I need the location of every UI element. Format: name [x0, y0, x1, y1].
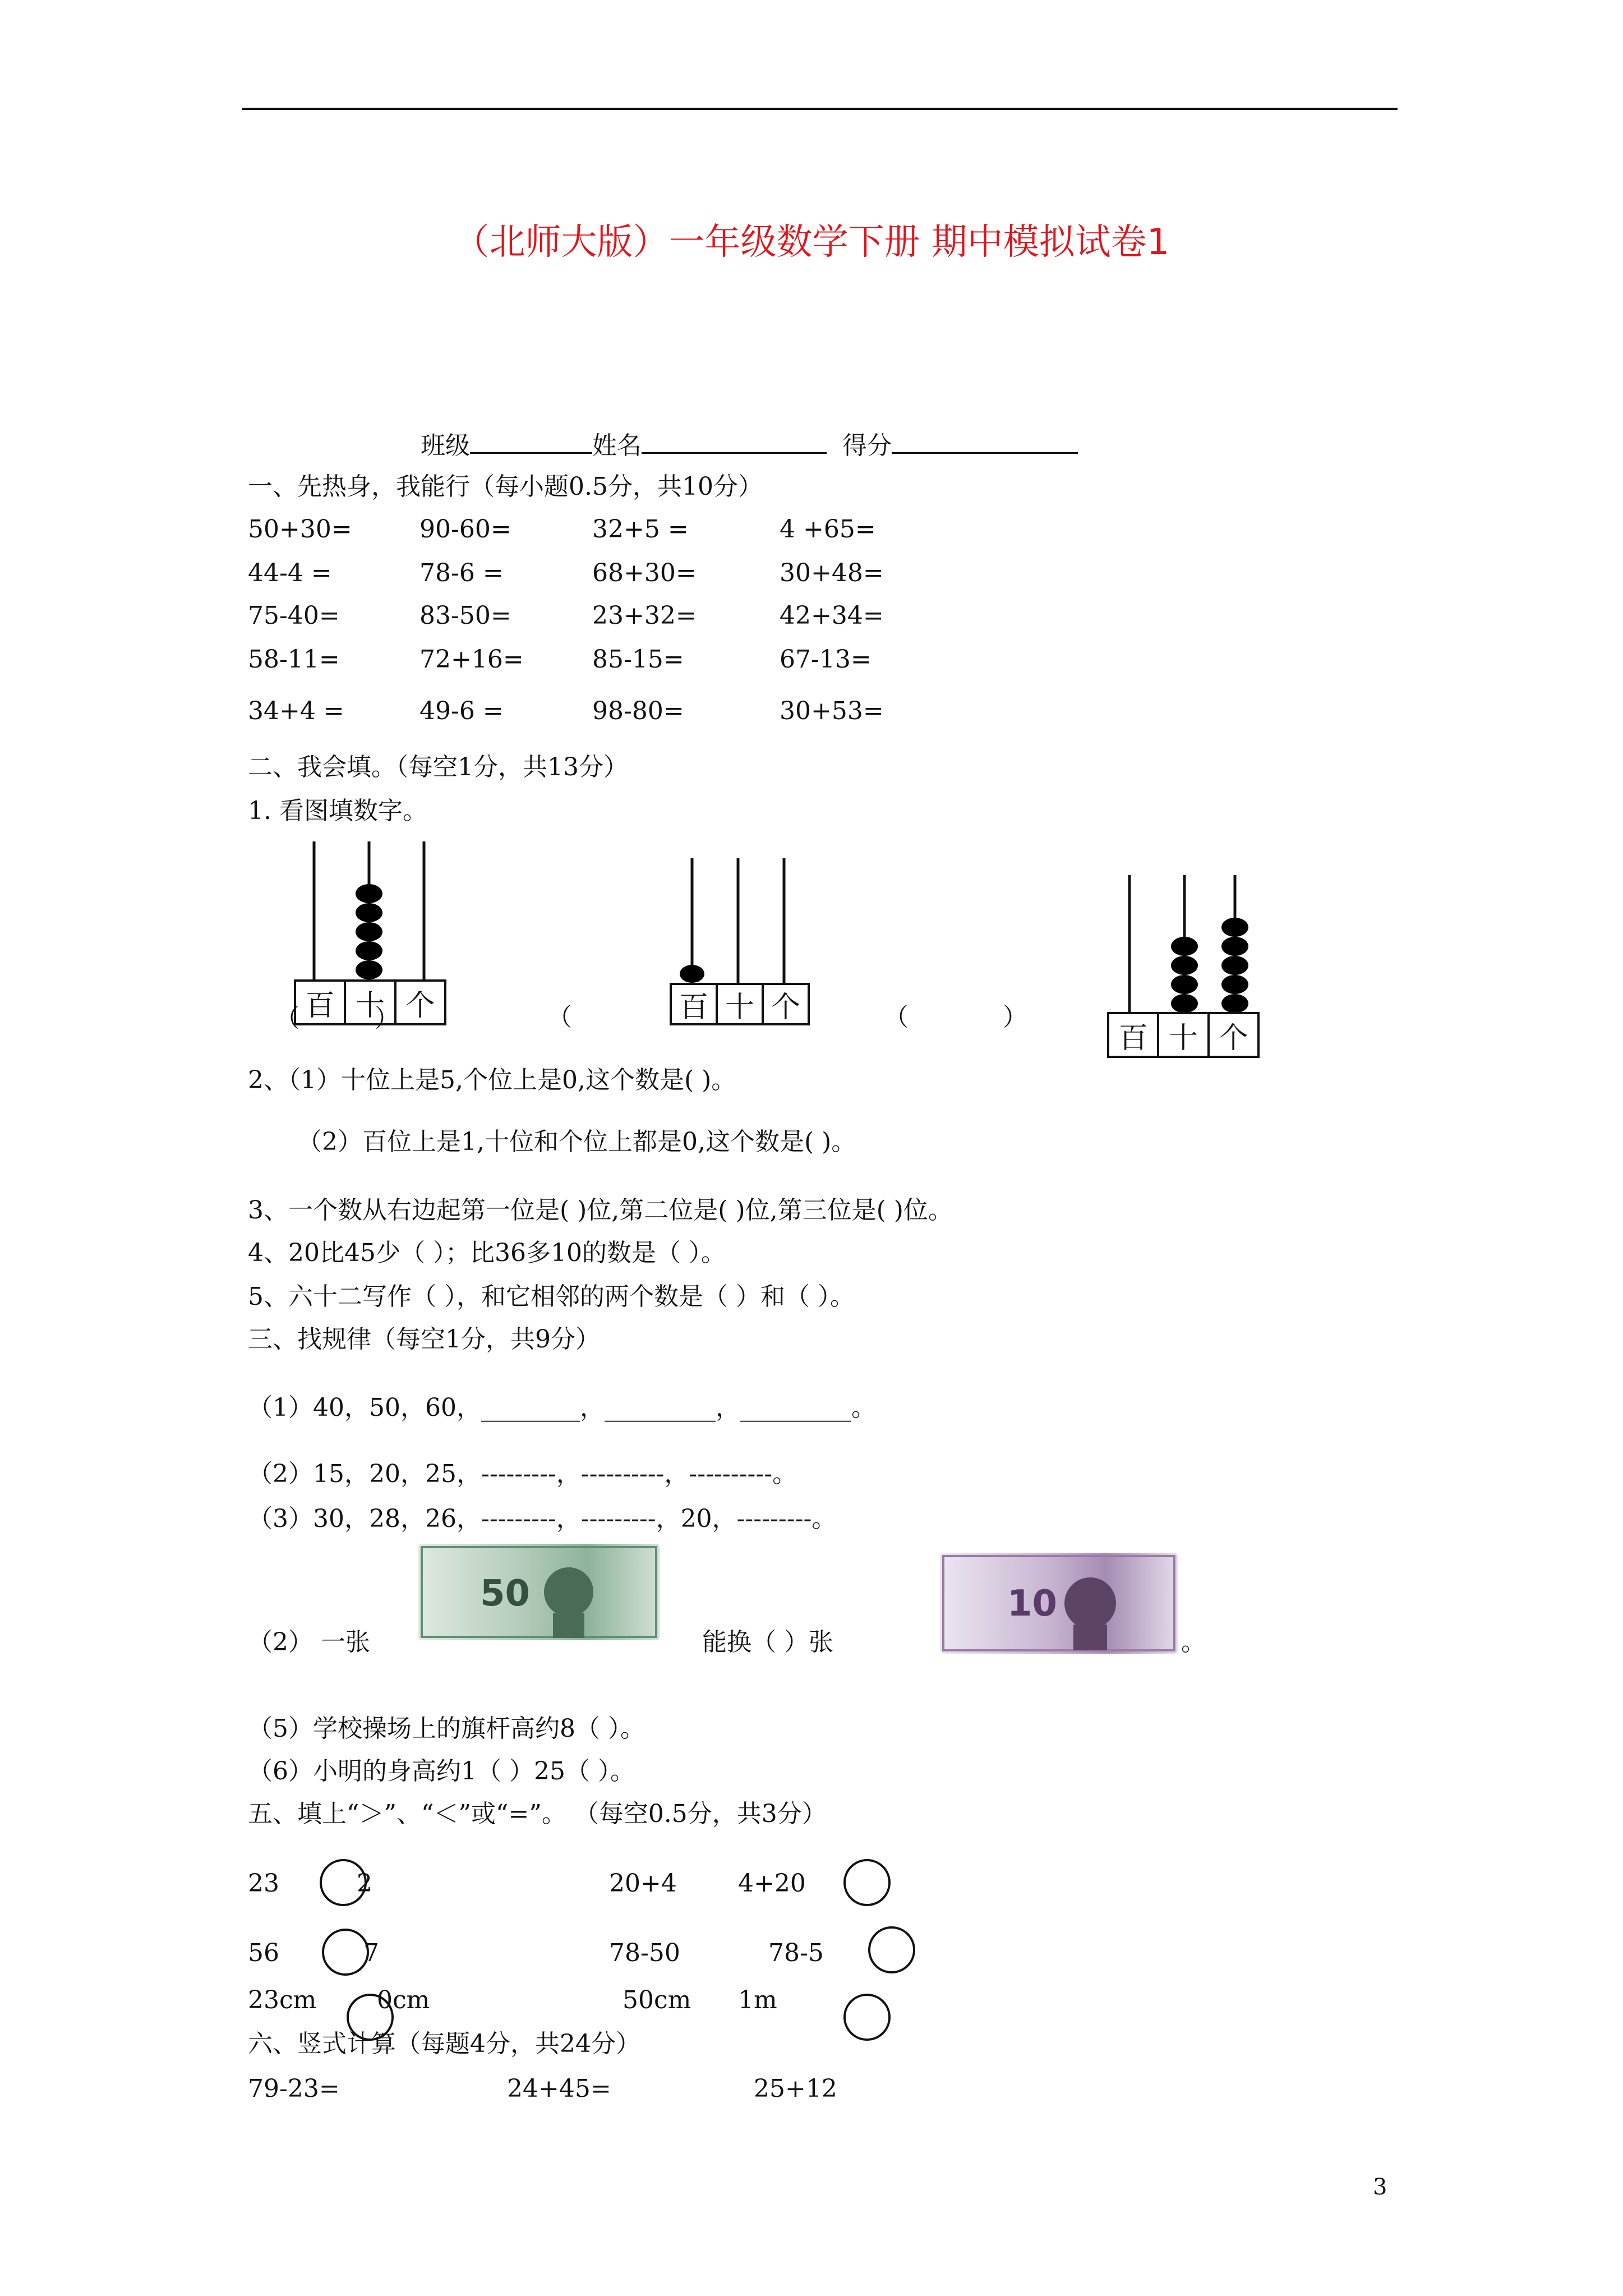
money-question-middle: 能换（ ）张	[702, 1628, 833, 1657]
ones-label: 个	[1219, 1021, 1248, 1055]
vertical-calc-item: 25+12	[754, 2074, 837, 2103]
warmup-problem: 32+5 =	[592, 515, 689, 544]
abacus-bead	[1171, 994, 1198, 1013]
answer-paren-close: ）	[375, 1004, 399, 1033]
warmup-problem: 44-4 =	[248, 559, 332, 587]
banknote-art	[418, 1544, 660, 1640]
question-flagpole: （5）学校操场上的旗杆高约8（ ）。	[248, 1714, 645, 1743]
compare-right: 4+20	[738, 1869, 806, 1898]
abacus-1-place-labels	[294, 979, 446, 1025]
abacus-bead	[356, 903, 382, 922]
compare-left: 50cm	[623, 1986, 691, 2014]
tens-label: 十	[346, 982, 396, 1023]
ones-label: 个	[771, 990, 800, 1024]
page-number: 3	[1373, 2174, 1387, 2200]
warmup-problem: 58-11=	[248, 645, 340, 674]
compare-left: 20+4	[609, 1869, 677, 1898]
class-blank[interactable]	[470, 430, 592, 454]
abacus-2-rods	[667, 858, 836, 987]
ten-yuan-banknote	[940, 1553, 1178, 1654]
warmup-problem: 42+34=	[780, 601, 884, 630]
comparison-circle[interactable]	[320, 1859, 367, 1906]
pattern-3: （3）30，28，26，---------，---------，20，---------。	[248, 1504, 837, 1533]
hundreds-label: 百	[672, 985, 718, 1023]
name-blank[interactable]	[642, 430, 827, 454]
name-label: 姓名	[592, 431, 642, 460]
abacus-2-place-labels	[670, 983, 810, 1025]
compare-right: 7	[363, 1939, 379, 1967]
warmup-problem: 30+53=	[780, 697, 884, 725]
ones-label: 个	[405, 988, 435, 1023]
warmup-problem: 23+32=	[592, 601, 697, 630]
abacus-bead	[356, 941, 382, 960]
answer-paren-open: （	[547, 1003, 572, 1032]
compare-left: 23cm	[248, 1986, 317, 2014]
warmup-problem: 67-13=	[780, 645, 872, 674]
class-label: 班级	[421, 431, 470, 460]
comparison-circle[interactable]	[843, 1994, 891, 2041]
compare-right: 0cm	[377, 1986, 430, 2014]
warmup-problem: 30+48=	[780, 559, 884, 587]
money-question-suffix: 。	[1181, 1628, 1206, 1657]
comparison-circle[interactable]	[843, 1859, 891, 1906]
money-question-prefix: （2） 一张	[248, 1628, 370, 1657]
fifty-yuan-banknote	[418, 1544, 660, 1640]
comparison-circle[interactable]	[322, 1929, 369, 1976]
section2-title: 二、我会填。（每空1分，共13分）	[248, 753, 628, 781]
banknote-art	[940, 1553, 1178, 1654]
abacus-bead	[1171, 975, 1198, 994]
vertical-calc-item: 79-23=	[248, 2074, 340, 2103]
abacus-bead	[1221, 937, 1248, 956]
question-2-4: 4、20比45少（ ）；比36多10的数是（ ）。	[248, 1239, 726, 1267]
banknote-value: 50	[480, 1573, 531, 1614]
compare-right: 2	[357, 1869, 372, 1898]
warmup-problem: 85-15=	[592, 645, 684, 674]
warmup-problem: 78-6 =	[419, 559, 504, 587]
warmup-problem: 49-6 =	[419, 697, 504, 725]
question-height: （6）小明的身高约1（ ）25（ ）。	[248, 1757, 635, 1786]
compare-right: 78-5	[768, 1939, 824, 1967]
abacus-bead	[356, 960, 382, 979]
abacus-bead	[1221, 975, 1248, 994]
pattern-2: （2）15，20，25，---------，----------，----------。	[248, 1460, 797, 1488]
answer-paren-open: （	[884, 1003, 909, 1032]
section3-title: 三、找规律（每空1分，共9分）	[248, 1325, 600, 1354]
compare-left: 56	[248, 1939, 279, 1967]
score-blank[interactable]	[892, 430, 1078, 454]
warmup-problem: 75-40=	[248, 601, 340, 630]
section6-title: 六、竖式计算（每题4分，共24分）	[248, 2030, 640, 2058]
warmup-problem: 68+30=	[592, 559, 697, 587]
abacus-bead	[356, 922, 382, 941]
answer-paren-close: ）	[1003, 1003, 1027, 1032]
warmup-problem: 34+4 =	[248, 697, 344, 725]
answer-paren-open: （	[275, 1004, 299, 1033]
vertical-calc-item: 24+45=	[507, 2074, 611, 2103]
compare-left: 78-50	[609, 1939, 680, 1967]
banknote-value: 10	[1007, 1583, 1058, 1625]
warmup-problem: 90-60=	[419, 515, 511, 544]
tens-label: 十	[1159, 1014, 1209, 1056]
hundreds-label: 百	[296, 982, 346, 1023]
abacus-bead	[1171, 956, 1198, 975]
tens-label: 十	[718, 985, 764, 1023]
score-label: 得分	[842, 431, 892, 460]
warmup-problem: 83-50=	[419, 601, 511, 630]
pattern-1: （1）40，50，60，________，_________，_________。	[248, 1393, 876, 1422]
warmup-problem: 50+30=	[248, 515, 352, 544]
abacus-3-rods	[1105, 875, 1273, 1021]
question-2-3: 3、一个数从右边起第一位是( )位,第二位是( )位,第三位是( )位。	[248, 1196, 953, 1225]
abacus-1-rods	[292, 841, 460, 987]
abacus-bead	[680, 965, 704, 983]
compare-right: 1m	[738, 1986, 777, 2014]
compare-left: 23	[248, 1869, 279, 1898]
warmup-problem: 98-80=	[592, 697, 684, 725]
top-rule	[242, 108, 1398, 110]
question-2-5: 5、六十二写作（ ），和它相邻的两个数是（ ）和（ ）。	[248, 1282, 855, 1311]
question-2-2a: 2、（1）十位上是5,个位上是0,这个数是( )。	[248, 1066, 736, 1094]
student-info-line	[421, 430, 1078, 462]
page-title: （北师大版）一年级数学下册 期中模拟试卷1	[453, 222, 1170, 263]
abacus-bead	[1171, 937, 1198, 956]
section5-title: 五、填上“＞”、“＜”或“=”。 （每空0.5分，共3分）	[248, 1800, 827, 1828]
question-2-1: 1. 看图填数字。	[248, 797, 427, 825]
hundreds-label: 百	[1109, 1014, 1159, 1056]
abacus-bead	[1221, 994, 1248, 1013]
abacus-bead	[1221, 918, 1248, 937]
abacus-bead	[1221, 956, 1248, 975]
abacus-bead	[356, 884, 382, 903]
warmup-problem: 72+16=	[419, 645, 524, 674]
abacus-3-place-labels	[1107, 1012, 1260, 1058]
question-2-2b: （2）百位上是1,十位和个位上都是0,这个数是( )。	[297, 1128, 856, 1156]
comparison-circle[interactable]	[868, 1926, 915, 1973]
warmup-problem: 4 +65=	[780, 515, 876, 544]
section1-title: 一、先热身，我能行（每小题0.5分，共10分）	[248, 472, 763, 501]
